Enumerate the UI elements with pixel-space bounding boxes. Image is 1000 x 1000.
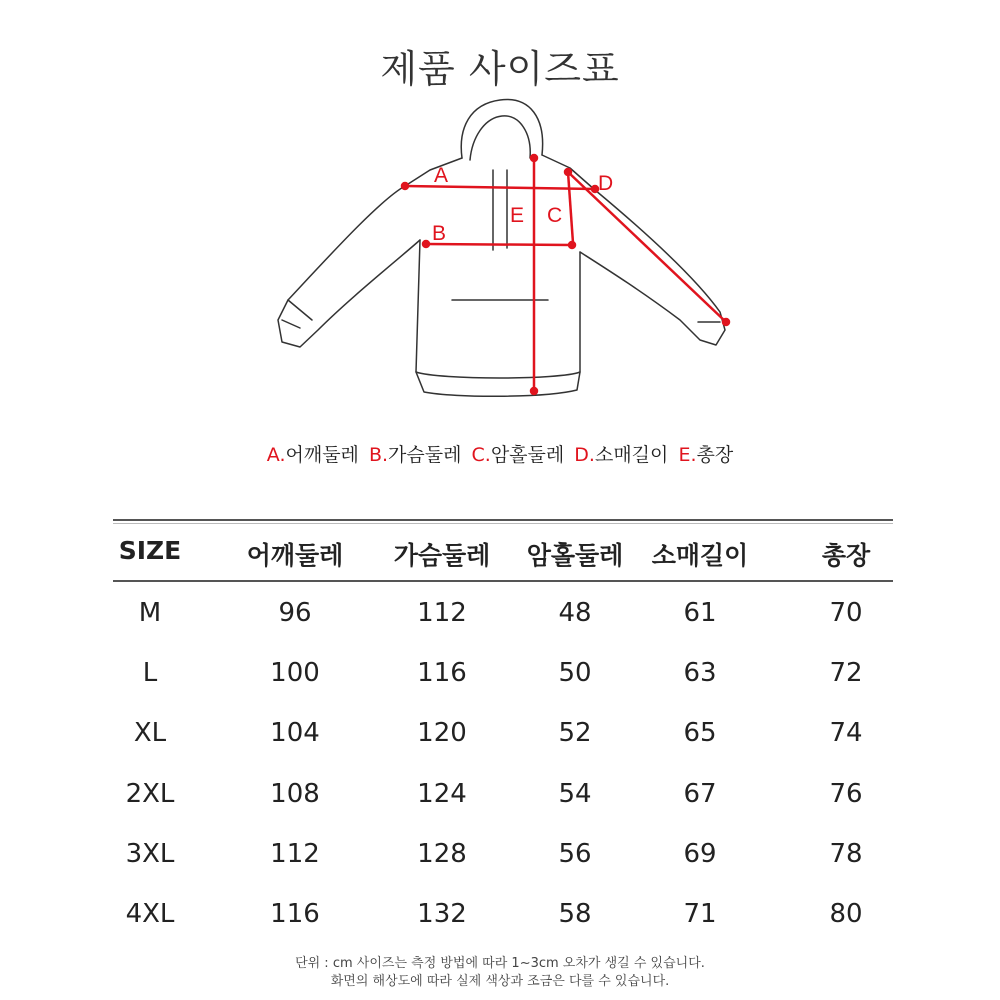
table-value-cell: 65 (683, 718, 717, 749)
table-value-cell: 71 (683, 899, 717, 929)
measurement-legend (0, 440, 1000, 467)
table-value-cell: 124 (417, 778, 467, 809)
note-color: 화면의 해상도에 따라 실제 색상과 조금은 다를 수 있습니다. (330, 974, 670, 989)
legend-item: B.가슴둘레 (368, 444, 462, 466)
table-value-cell: 52 (558, 718, 592, 749)
table-size-cell: M (138, 598, 162, 628)
table-value-cell: 61 (683, 598, 717, 628)
legend-item: C.암홀둘레 (471, 444, 565, 466)
label-a: A (434, 164, 449, 187)
table-value-cell: 74 (829, 718, 863, 749)
table-value-cell: 132 (417, 899, 467, 929)
table-header-cell: 총장 (821, 541, 871, 570)
table-value-cell: 80 (829, 899, 863, 929)
table-size-cell: L (142, 658, 158, 689)
table-value-cell: 108 (270, 778, 320, 809)
table-value-cell: 112 (270, 838, 320, 869)
table-value-cell: 63 (683, 658, 717, 689)
label-e: E (510, 204, 525, 227)
label-d: D (598, 172, 614, 195)
hoodie-diagram (0, 0, 1000, 420)
table-value-cell: 48 (558, 598, 592, 628)
table-value-cell: 50 (558, 658, 592, 689)
label-c: C (547, 204, 563, 227)
page-title: 제품 사이즈표 (380, 47, 620, 91)
table-value-cell: 56 (558, 838, 592, 869)
note-unit: 단위 : cm 사이즈는 측정 방법에 따라 1~3cm 오차가 생길 수 있습니다. (295, 956, 705, 971)
table-value-cell: 76 (829, 778, 863, 809)
legend-item: A.어깨둘레 (266, 444, 359, 466)
table-value-cell: 100 (270, 658, 320, 689)
table-header-cell: SIZE (118, 536, 182, 565)
table-header-cell: 소매길이 (651, 541, 749, 570)
table-header-cell: 암홀둘레 (526, 541, 624, 570)
table-value-cell: 120 (417, 718, 467, 749)
table-header-cell: 가슴둘레 (393, 541, 491, 570)
table-header-cell: 어깨둘레 (246, 541, 344, 570)
table-size-cell: XL (133, 718, 167, 749)
table-size-cell: 4XL (125, 899, 175, 929)
table-value-cell: 96 (278, 598, 312, 628)
table-top-rule (113, 519, 893, 521)
table-value-cell: 54 (558, 778, 592, 809)
chest-line (426, 244, 572, 245)
armhole-line (568, 172, 573, 243)
hoodie-outline (278, 100, 725, 397)
table-value-cell: 70 (829, 598, 863, 628)
table-value-cell: 78 (829, 838, 863, 869)
table-value-cell: 58 (558, 899, 592, 929)
label-b: B (432, 222, 447, 245)
sleeve-line (568, 172, 726, 322)
legend-item: D.소매길이 (574, 444, 669, 466)
table-top-rule-thin (113, 523, 893, 524)
table-value-cell: 72 (829, 658, 863, 689)
table-value-cell: 128 (417, 838, 467, 869)
table-value-cell: 69 (683, 838, 717, 869)
table-value-cell: 112 (417, 598, 467, 628)
table-header-rule (113, 580, 893, 582)
table-value-cell: 67 (683, 778, 717, 809)
table-value-cell: 104 (270, 718, 320, 749)
table-value-cell: 116 (270, 899, 320, 929)
table-value-cell: 116 (417, 658, 467, 689)
legend-item: E.총장 (678, 444, 734, 466)
table-size-cell: 3XL (125, 838, 175, 869)
measure-lines (402, 155, 729, 394)
table-size-cell: 2XL (125, 778, 175, 809)
